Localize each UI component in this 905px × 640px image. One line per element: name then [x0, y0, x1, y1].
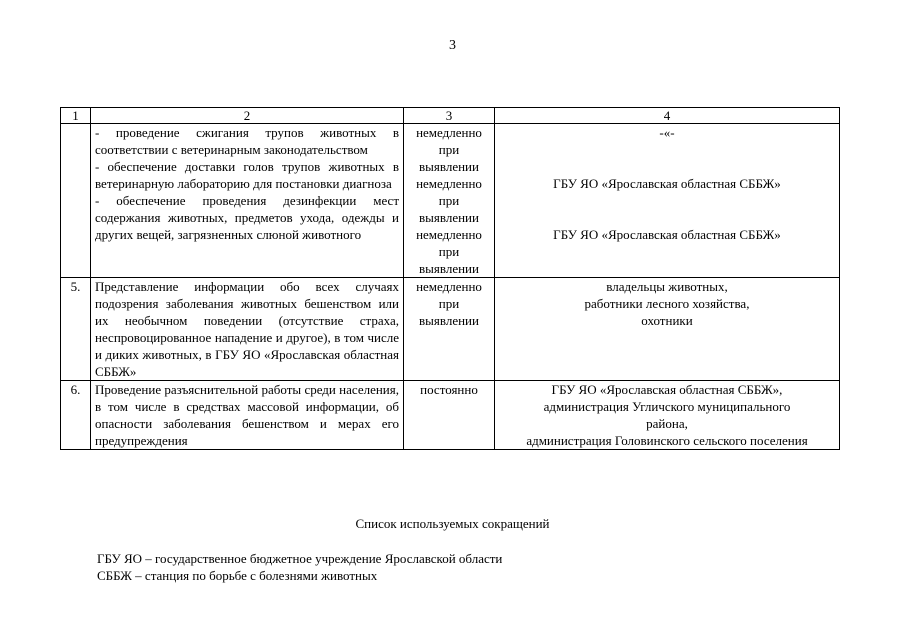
table-row — [61, 381, 840, 450]
deadline-text: выявлении — [419, 261, 479, 276]
deadline-text: при — [438, 142, 460, 157]
header-cell: 4 — [495, 108, 840, 124]
measure-cell — [91, 278, 404, 381]
deadline-text: при — [438, 193, 460, 208]
responsible-text: ГБУ ЯО «Ярославская областная СББЖ» — [553, 227, 781, 242]
measure-text: - обеспечение доставки голов трупов животных в ветеринарную лабораторию для постановки диагноза — [95, 159, 399, 191]
header-cell: 3 — [404, 108, 495, 124]
deadline-cell — [404, 124, 495, 278]
responsible-text: администрация Головинского сельского поселения — [526, 433, 808, 448]
header-cell: 1 — [61, 108, 91, 124]
responsible-text: работники лесного хозяйства, — [584, 296, 750, 311]
deadline-text: немедленно — [416, 125, 482, 140]
measure-text: - проведение сжигания трупов животных в соответствии с ветеринарным законодательством — [95, 125, 399, 157]
deadline-text: выявлении — [419, 210, 479, 225]
deadline-text: выявлении — [419, 159, 479, 174]
responsible-text: владельцы животных, — [606, 279, 728, 294]
deadline-text: постоянно — [420, 382, 478, 397]
page-number: 3 — [449, 38, 456, 53]
abbreviation-item: СББЖ – станция по борьбе с болезнями животных — [97, 568, 378, 583]
table-header-row — [61, 108, 840, 124]
deadline-cell — [404, 278, 495, 381]
measure-text: Представление информации обо всех случаях подозрения заболевания животных бешенством или их необычном поведении (отсутствие страха, неспровоцированное нападение и другое), в том числе и диких животных, в ГБУ ЯО «Ярославская областная СББЖ» — [95, 279, 399, 379]
table-row — [61, 124, 840, 278]
measure-cell — [91, 124, 404, 278]
deadline-text: при — [438, 296, 460, 311]
abbreviations-title: Список используемых сокращений — [355, 516, 550, 531]
responsible-cell — [495, 381, 840, 450]
deadline-text: немедленно — [416, 176, 482, 191]
header-cell: 2 — [91, 108, 404, 124]
responsible-cell — [495, 278, 840, 381]
measure-text: - обеспечение проведения дезинфекции мест содержания животных, предметов ухода, одежды и других вещей, загрязненных слюной животного — [95, 193, 399, 242]
responsible-text: охотники — [641, 313, 693, 328]
responsible-text: ГБУ ЯО «Ярославская областная СББЖ» — [553, 176, 781, 191]
abbreviation-item: ГБУ ЯО – государственное бюджетное учреждение Ярославской области — [97, 551, 503, 566]
deadline-text: немедленно — [416, 279, 482, 294]
responsible-cell — [495, 124, 840, 278]
measures-table — [60, 107, 840, 450]
table-row — [61, 278, 840, 381]
responsible-text: -«- — [659, 125, 675, 140]
row-number — [61, 124, 91, 278]
responsible-text: ГБУ ЯО «Ярославская областная СББЖ», — [551, 382, 783, 397]
deadline-text: при — [438, 244, 460, 259]
responsible-text: района, — [646, 416, 688, 431]
responsible-text: администрация Угличского муниципального — [543, 399, 791, 414]
deadline-text: немедленно — [416, 227, 482, 242]
deadline-cell — [404, 381, 495, 450]
row-number: 6. — [61, 381, 91, 450]
row-number: 5. — [61, 278, 91, 381]
measure-cell — [91, 381, 404, 450]
measure-text: Проведение разъяснительной работы среди населения, в том числе в средствах массовой информации, об опасности заболевания бешенством и мерах его предупреждения — [95, 382, 399, 448]
deadline-text: выявлении — [419, 313, 479, 328]
